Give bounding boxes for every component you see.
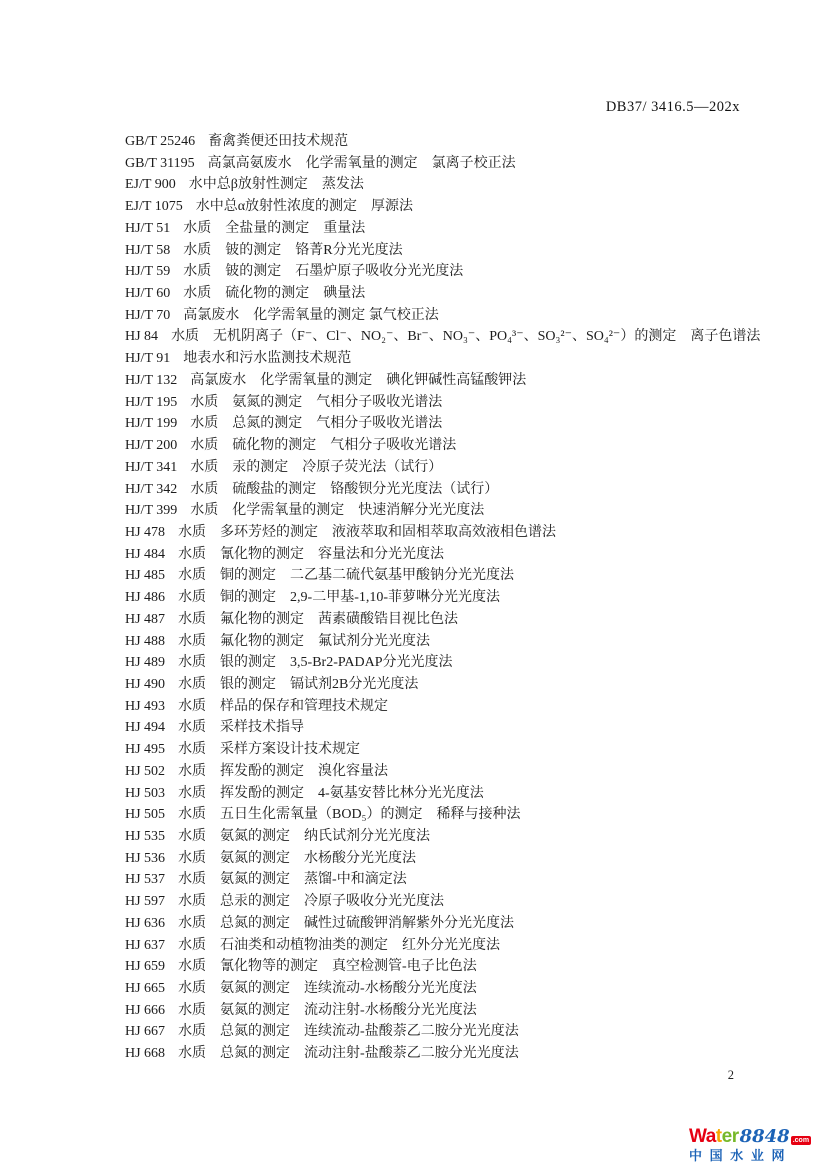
reference-line xyxy=(125,326,786,348)
reference-line xyxy=(125,261,786,283)
standard-title: 水质 挥发酚的测定 4-氨基安替比林分光光度法 xyxy=(178,785,484,801)
standard-title: 水质 氨氮的测定 蒸馏-中和滴定法 xyxy=(178,872,407,888)
standard-title: 水质 氨氮的测定 流动注射-水杨酸分光光度法 xyxy=(178,1002,477,1018)
standard-title: 水质 挥发酚的测定 溴化容量法 xyxy=(178,763,389,779)
standard-code: EJ/T 900 xyxy=(125,177,176,193)
standard-code: EJ/T 1075 xyxy=(125,199,183,215)
standard-title: 水质 汞的测定 冷原子荧光法（试行） xyxy=(190,459,443,475)
reference-line xyxy=(125,848,786,870)
standard-code: HJ/T 70 xyxy=(125,307,171,323)
standard-code: HJ 597 xyxy=(125,894,166,910)
reference-line xyxy=(125,869,786,891)
standard-code: HJ 668 xyxy=(125,1046,166,1062)
standard-title: 水质 采样技术指导 xyxy=(178,720,305,736)
standard-code: HJ/T 199 xyxy=(125,416,178,432)
water8848-wordmark-line xyxy=(689,1127,817,1146)
standard-title: 水质 采样方案设计技术规定 xyxy=(178,742,361,758)
standard-title: 水质 氟化物的测定 茜素磺酸锆目视比色法 xyxy=(178,611,459,627)
standard-code: HJ/T 51 xyxy=(125,220,171,236)
standard-title: 水质 硫化物的测定 碘量法 xyxy=(183,286,366,302)
standard-code: HJ 502 xyxy=(125,763,166,779)
standard-title: 水质 总氮的测定 连续流动-盐酸萘乙二胺分光光度法 xyxy=(178,1024,519,1040)
standard-title: 水质 铜的测定 二乙基二硫代氨基甲酸钠分光光度法 xyxy=(178,568,515,584)
standard-code: HJ 485 xyxy=(125,568,166,584)
standard-code: HJ 505 xyxy=(125,807,166,823)
standard-title: 水质 铍的测定 石墨炉原子吸收分光光度法 xyxy=(183,264,464,280)
reference-line xyxy=(125,218,786,240)
wordmark-segment: Wa xyxy=(689,1126,716,1147)
standard-code: HJ 536 xyxy=(125,850,166,866)
water8848-number: 8848 xyxy=(739,1126,790,1147)
reference-line xyxy=(125,131,786,153)
reference-line xyxy=(125,413,786,435)
standard-code: HJ/T 399 xyxy=(125,503,178,519)
standard-title: 水质 氨氮的测定 纳氏试剂分光光度法 xyxy=(178,829,431,844)
standard-title: 水中总α放射性浓度的测定 厚源法 xyxy=(195,199,414,215)
standard-title: 水质 石油类和动植物油类的测定 红外分光光度法 xyxy=(178,937,501,953)
standard-code: HJ 490 xyxy=(125,676,166,692)
reference-line xyxy=(125,283,786,305)
reference-line xyxy=(125,544,786,566)
standard-title: 水质 氨氮的测定 水杨酸分光光度法 xyxy=(178,850,417,866)
standard-code: HJ 665 xyxy=(125,981,166,997)
reference-line xyxy=(125,565,786,587)
reference-line xyxy=(125,674,786,696)
standard-title: 水质 总氮的测定 流动注射-盐酸萘乙二胺分光光度法 xyxy=(178,1046,519,1062)
reference-line xyxy=(125,196,786,218)
standard-title: 水质 氨氮的测定 气相分子吸收光谱法 xyxy=(190,394,443,410)
standard-code: HJ 488 xyxy=(125,633,166,649)
standard-title: 水质 样品的保存和管理技术规定 xyxy=(178,698,389,714)
reference-line xyxy=(125,174,786,196)
standard-code: HJ 535 xyxy=(125,829,166,844)
standard-number-header: DB37/ 3416.5—202x xyxy=(605,99,740,115)
standard-code: HJ 503 xyxy=(125,785,166,801)
reference-line xyxy=(125,305,786,327)
standard-code: HJ/T 200 xyxy=(125,438,178,454)
standard-code: HJ/T 58 xyxy=(125,242,171,258)
standard-title: 水质 氨氮的测定 连续流动-水杨酸分光光度法 xyxy=(178,981,477,997)
reference-line xyxy=(125,1000,786,1022)
standard-title: 畜禽粪便还田技术规范 xyxy=(208,134,349,149)
standard-title: 水质 多环芳烃的测定 液液萃取和固相萃取高效液相色谱法 xyxy=(178,524,557,540)
reference-line xyxy=(125,609,786,631)
standard-title: 地表水和污水监测技术规范 xyxy=(183,351,352,367)
standard-title: 水质 总氮的测定 气相分子吸收光谱法 xyxy=(190,416,443,432)
reference-line xyxy=(125,978,786,1000)
reference-line xyxy=(125,500,786,522)
water8848-logo xyxy=(689,1127,817,1162)
reference-line xyxy=(125,652,786,674)
standard-code: HJ 493 xyxy=(125,698,166,714)
standard-code: HJ 666 xyxy=(125,1002,166,1018)
standard-code: HJ 478 xyxy=(125,524,166,540)
standard-code: HJ 637 xyxy=(125,937,166,953)
standard-title: 水质 氰化物等的测定 真空检测管-电子比色法 xyxy=(178,959,477,975)
standard-code: HJ 667 xyxy=(125,1024,166,1040)
reference-line xyxy=(125,696,786,718)
standard-title: 水质 总氮的测定 碱性过硫酸钾消解紫外分光光度法 xyxy=(178,915,515,931)
page-number: 2 xyxy=(727,1068,734,1082)
standard-title: 水质 硫酸盐的测定 铬酸钡分光光度法（试行） xyxy=(190,481,499,497)
normative-references-list xyxy=(125,131,786,1065)
reference-line xyxy=(125,587,786,609)
standard-code: HJ 486 xyxy=(125,590,166,606)
reference-line xyxy=(125,1043,786,1065)
reference-line xyxy=(125,935,786,957)
standard-title: 水质 氰化物的测定 容量法和分光光度法 xyxy=(178,546,445,562)
reference-line xyxy=(125,804,786,826)
reference-line xyxy=(125,956,786,978)
standard-title: 水质 银的测定 镉试剂2B分光光度法 xyxy=(178,676,419,692)
standard-title: 水质 铍的测定 铬菁R分光光度法 xyxy=(183,242,403,258)
standard-code: HJ 489 xyxy=(125,655,166,671)
wordmark-segment: er xyxy=(721,1126,739,1147)
reference-line xyxy=(125,435,786,457)
reference-line xyxy=(125,891,786,913)
reference-line xyxy=(125,479,786,501)
standard-code: HJ 84 xyxy=(125,329,159,345)
standard-code: HJ 636 xyxy=(125,915,166,931)
standard-title: 水中总β放射性测定 蒸发法 xyxy=(188,177,364,193)
water8848-com-badge: .com xyxy=(792,1137,810,1144)
standard-title: 水质 五日生化需氧量（BOD₅）的测定 稀释与接种法 xyxy=(178,807,521,823)
water8848-chinese-name: 中 国 水 业 网 xyxy=(689,1148,787,1163)
standard-title: 水质 银的测定 3,5-Br2-PADAP分光光度法 xyxy=(178,655,453,671)
standard-code: HJ 537 xyxy=(125,872,166,888)
standard-code: GB/T 25246 xyxy=(125,134,196,149)
standard-code: HJ 487 xyxy=(125,611,166,627)
standard-code: HJ/T 195 xyxy=(125,394,178,410)
standard-title: 高氯废水 化学需氧量的测定 氯气校正法 xyxy=(183,307,439,323)
standard-title: 高氯废水 化学需氧量的测定 碘化钾碱性高锰酸钾法 xyxy=(190,372,527,388)
standard-code: HJ/T 91 xyxy=(125,351,171,367)
standard-code: HJ/T 342 xyxy=(125,481,178,497)
reference-line xyxy=(125,392,786,414)
reference-line xyxy=(125,348,786,370)
standard-title: 水质 总汞的测定 冷原子吸收分光光度法 xyxy=(178,894,445,910)
standard-code: HJ/T 341 xyxy=(125,459,178,475)
standard-title: 水质 全盐量的测定 重量法 xyxy=(183,220,366,236)
reference-line xyxy=(125,717,786,739)
reference-line xyxy=(125,913,786,935)
reference-line xyxy=(125,783,786,805)
standard-title: 水质 硫化物的测定 气相分子吸收光谱法 xyxy=(190,438,457,454)
standard-code: HJ 659 xyxy=(125,959,166,975)
standard-title: 水质 铜的测定 2,9-二甲基-1,10-菲萝啉分光光度法 xyxy=(178,590,501,606)
standard-code: HJ 495 xyxy=(125,742,166,758)
standard-code: HJ 494 xyxy=(125,720,166,736)
reference-line xyxy=(125,761,786,783)
reference-line xyxy=(125,240,786,262)
standard-code: HJ 484 xyxy=(125,546,166,562)
standard-code: HJ/T 59 xyxy=(125,264,171,280)
standard-code: HJ/T 132 xyxy=(125,372,178,388)
reference-line xyxy=(125,826,786,848)
reference-line xyxy=(125,522,786,544)
reference-line xyxy=(125,457,786,479)
reference-line xyxy=(125,1021,786,1043)
water8848-wordmark xyxy=(689,1127,739,1146)
reference-line xyxy=(125,631,786,653)
reference-line xyxy=(125,370,786,392)
standard-code: GB/T 31195 xyxy=(125,155,195,171)
standard-code: HJ/T 60 xyxy=(125,286,171,302)
reference-line xyxy=(125,153,786,175)
reference-line xyxy=(125,739,786,761)
standard-title: 水质 化学需氧量的测定 快速消解分光光度法 xyxy=(190,503,485,519)
standard-title: 水质 无机阴离子（F⁻、Cl⁻、NO₂⁻、Br⁻、NO₃⁻、PO₄³⁻、SO₃²⁻、SO₄²⁻）的测定 离子色谱法 xyxy=(171,329,761,345)
standard-title: 高氯高氨废水 化学需氧量的测定 氯离子校正法 xyxy=(207,155,516,171)
standard-title: 水质 氟化物的测定 氟试剂分光光度法 xyxy=(178,633,431,649)
wordmark-segment: t xyxy=(715,1126,722,1147)
